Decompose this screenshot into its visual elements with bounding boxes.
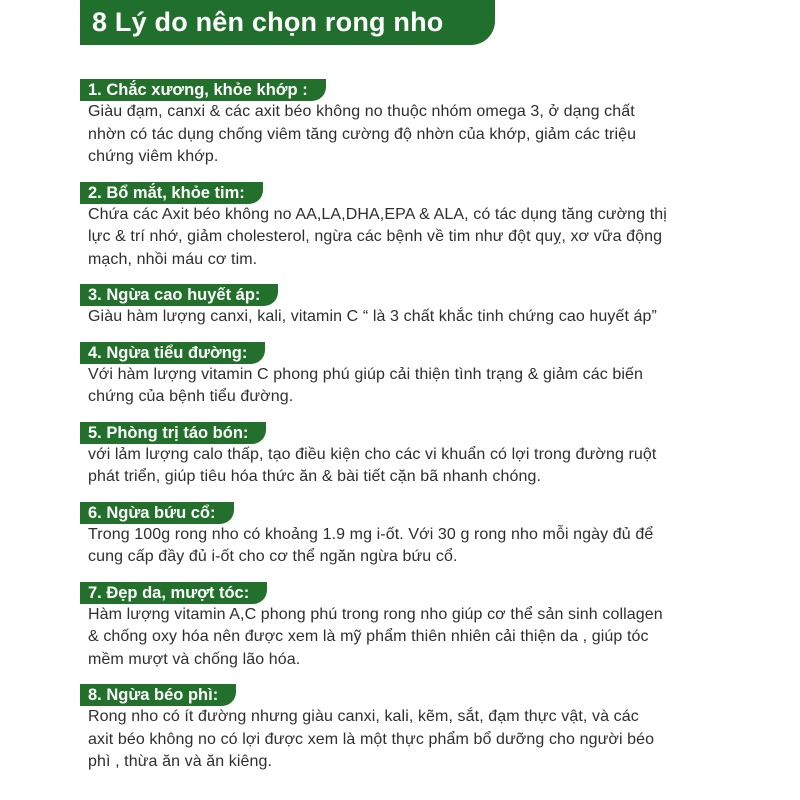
reason-heading: 8. Ngừa béo phì: [80, 684, 236, 706]
reason-item-6 [80, 502, 780, 569]
reason-item-1 [80, 79, 780, 169]
reason-item-3 [80, 284, 780, 329]
title-banner [80, 0, 495, 45]
reason-text: Giàu hàm lượng canxi, kali, vitamin C “ là 3 chất khắc tinh chứng cao huyết áp” [88, 308, 657, 325]
reason-item-7 [80, 582, 780, 672]
reason-text: Với hàm lượng vitamin C phong phú giúp cải thiện tình trạng & giảm các biến chứng của bệnh tiểu đường. [88, 365, 644, 405]
reasons-list [80, 79, 780, 787]
reason-item-4 [80, 342, 780, 409]
reason-text: Rong nho có ít đường nhưng giàu canxi, kali, kẽm, sắt, đạm thực vật, và các axit béo không no có lợi được xem là một thực phẩm bổ dưỡng cho người béo phì , thừa ăn và ăn kiêng. [88, 708, 655, 770]
reason-text: Chứa các Axit béo không no AA,LA,DHA,EPA & ALA, có tác dụng tăng cường thị lực & trí nhớ, giảm cholesterol, ngừa các bệnh về tim như đột quỵ, xơ vữa động mạch, nhồi máu cơ tim. [88, 205, 667, 268]
reason-text: Trong 100g rong nho có khoảng 1.9 mg i-ốt. Với 30 g rong nho mỗi ngày đủ để cung cấp đầy đủ i-ốt cho cơ thể ngăn ngừa bứu cổ. [88, 525, 654, 565]
reason-heading: 6. Ngừa bứu cổ: [80, 502, 234, 524]
reason-heading: 3. Ngừa cao huyết áp: [80, 284, 278, 306]
page-title: 8 Lý do nên chọn rong nho [92, 7, 444, 37]
reason-text: với lảm lượng calo thấp, tạo điều kiện cho các vi khuẩn có lợi trong đường ruột phát triển, giúp tiêu hóa thức ăn & bài tiết cặn bã nhanh chóng. [88, 445, 657, 485]
reason-item-2 [80, 182, 780, 272]
reason-text: Hàm lượng vitamin A,C phong phú trong rong nho giúp cơ thể sản sinh collagen & chống oxy hóa nên được xem là mỹ phẩm thiên nhiên cải thiện da , giúp tóc mềm mượt và chống lão hóa. [88, 605, 663, 668]
reason-heading: 4. Ngừa tiểu đường: [80, 342, 265, 364]
reason-heading: 2. Bổ mắt, khỏe tim: [80, 182, 263, 204]
reason-heading: 5. Phòng trị táo bón: [80, 422, 266, 444]
reason-item-8 [80, 684, 780, 774]
reason-text: Giàu đạm, canxi & các axit béo không no thuộc nhóm omega 3, ở dạng chất nhờn có tác dụng chống viêm tăng cường độ nhờn của khớp, giảm các triệu chứng viêm khớp. [88, 103, 637, 165]
reason-heading: 1. Chắc xương, khỏe khớp : [80, 79, 326, 101]
reason-heading: 7. Đẹp da, mượt tóc: [80, 582, 267, 604]
reason-item-5 [80, 422, 780, 489]
